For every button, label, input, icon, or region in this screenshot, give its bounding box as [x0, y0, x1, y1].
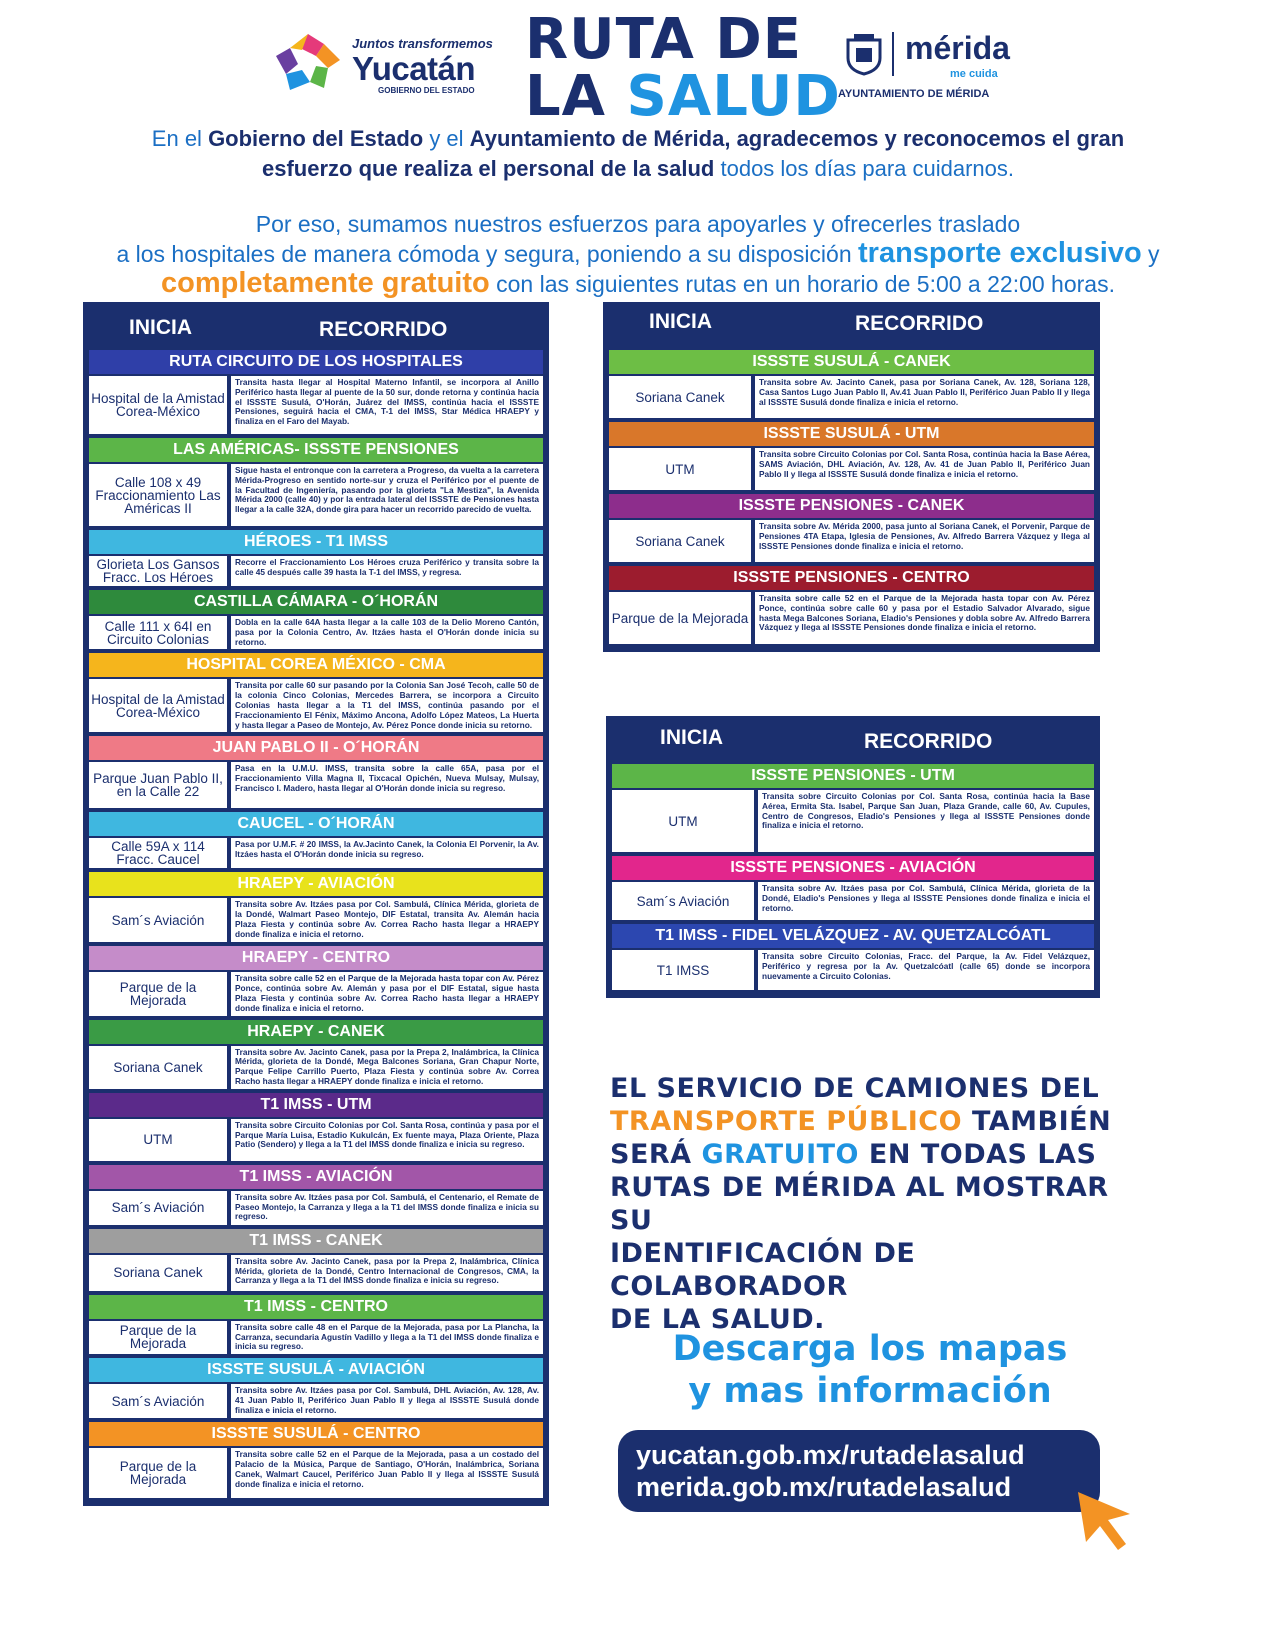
cursor-arrow-icon	[1074, 1488, 1138, 1558]
route-title: ISSSTE SUSULÁ - CENTRO	[89, 1422, 543, 1446]
route-row	[89, 530, 543, 586]
route-title: T1 IMSS - CENTRO	[89, 1295, 543, 1319]
routes-table-issste-pensiones	[606, 716, 1100, 998]
route-title: T1 IMSS - FIDEL VELÁZQUEZ - AV. QUETZALCÓATL	[612, 924, 1094, 948]
intro-paragraph: En el Gobierno del Estado y el Ayuntamiento de Mérida, agradecemos y reconocemos el gran esfuerzo que realiza el personal de la salud todos los días para cuidarnos.	[151, 126, 1125, 181]
column-recorrido: RECORRIDO	[864, 730, 993, 753]
route-body	[89, 464, 543, 526]
route-description: Transita sobre Circuito Colonias por Col. Santa Rosa, continúa hacia la Base Aérea, SAMS Aviación, DHL Aviación, Av. 128, Av. 41 de Juan Pablo II, Periférico Juan Pablo II y llega al ISSSTE Susulá donde finaliza e inicia el retorno.	[751, 448, 1094, 490]
route-title: ISSSTE PENSIONES - UTM	[612, 764, 1094, 788]
route-body	[89, 616, 543, 649]
route-start: Sam´s Aviación	[111, 1200, 205, 1216]
route-description: Transita sobre Av. Jacinto Canek, pasa por Soriana Canek, Av. 128, Soriana 128, Casa Santos Lugo Juan Pablo II, Av.41 Juan Pablo II, Periférico Juan Pablo II y llega al ISSSTE Susulá donde finaliza e inicia el retorno.	[751, 376, 1094, 418]
route-row	[612, 764, 1094, 852]
column-inicia: INICIA	[649, 310, 712, 333]
route-title: ISSSTE PENSIONES - CENTRO	[609, 566, 1094, 590]
route-title: JUAN PABLO II - O´HORÁN	[89, 736, 543, 760]
route-row	[612, 856, 1094, 920]
column-recorrido: RECORRIDO	[319, 318, 448, 341]
free-transport-message: EL SERVICIO DE CAMIONES DEL TRANSPORTE PÚBLICO TAMBIÉN SERÁ GRATUITO EN TODAS LAS RUTAS DE MÉRIDA AL MOSTRAR SU IDENTIFICACIÓN DE COLABORADOR DE LA SALUD.	[610, 1073, 1112, 1335]
yucatan-name: Yucatán	[352, 50, 476, 87]
route-title: HÉROES - T1 IMSS	[89, 530, 543, 554]
route-title: CAUCEL - O´HORÁN	[89, 812, 543, 836]
route-body	[89, 972, 543, 1015]
route-row	[609, 566, 1094, 644]
route-row	[609, 350, 1094, 418]
routes-table-issste-susula	[603, 302, 1100, 652]
route-body	[609, 592, 1094, 644]
route-start: Hospital de la Amistad Corea-México	[91, 391, 225, 419]
route-body	[89, 679, 543, 732]
route-description: Transita sobre calle 52 en el Parque de la Mejorada, pasa a un costado del Palacio de la Música, Parque de Santiago, O'Horán, Inalámbrica, Soriana Canek, Walmart Caucel, Periférico Juan Pablo II y llega al ISSSTE Susulá donde finaliza e inicia el retorno.	[227, 1448, 543, 1498]
route-start: Parque de la Mejorada	[119, 979, 197, 1008]
route-title: ISSSTE PENSIONES - AVIACIÓN	[612, 856, 1094, 880]
route-description: Pasa por U.M.F. # 20 IMSS, la Av.Jacinto Canek, la Colonia El Porvenir, la Av. Itzáes hasta el O'Horán donde inicia su regreso.	[227, 838, 543, 868]
logo-divider	[892, 32, 894, 76]
column-recorrido: RECORRIDO	[855, 312, 984, 335]
route-title: HRAEPY - CENTRO	[89, 946, 543, 970]
route-description: Transita sobre Av. Itzáes pasa por Col. Sambulá, Clínica Mérida, glorieta de la Dondé, Eladio's Pensiones y llega al ISSSTE Pensiones donde finaliza e inicia el retorno.	[754, 882, 1094, 920]
route-description: Transita sobre calle 48 en el Parque de la Mejorada, pasa por La Plancha, la Carranza, secundaria Agustín Vadillo y llega a la T1 del IMSS donde finaliza e inicia su regreso.	[227, 1321, 543, 1354]
route-title: CASTILLA CÁMARA - O´HORÁN	[89, 590, 543, 614]
route-title: RUTA CIRCUITO DE LOS HOSPITALES	[89, 350, 543, 374]
route-body	[612, 790, 1094, 852]
route-description: Transita sobre Av. Itzáes pasa por Col. Sambulá, el Centenario, el Remate de Paseo Montejo, la Carranza y llega a la T1 del IMSS donde finaliza e inicia su regreso.	[227, 1191, 543, 1225]
route-start: Parque de la Mejorada	[611, 610, 749, 626]
title-line-2: LA SALUD	[525, 64, 841, 129]
route-title: ISSSTE SUSULÁ - CANEK	[609, 350, 1094, 374]
route-title: LAS AMÉRICAS- ISSSTE PENSIONES	[89, 438, 543, 462]
route-body	[89, 762, 543, 808]
route-row	[609, 422, 1094, 490]
route-title: HOSPITAL COREA MÉXICO - CMA	[89, 653, 543, 677]
route-list	[612, 764, 1094, 990]
route-row	[89, 1165, 543, 1225]
route-start: Calle 111 x 64I en Circuito Colonias	[104, 618, 212, 647]
route-title: T1 IMSS - UTM	[89, 1093, 543, 1117]
table-header	[89, 308, 543, 346]
route-description: Transita sobre Av. Itzáes pasa por Col. Sambulá, DHL Aviación, Av. 128, Av. 41 Juan Pablo II, Periférico Juan Pablo II y llega al ISSSTE Susulá donde finaliza e inicia el retorno.	[227, 1384, 543, 1418]
route-body	[612, 882, 1094, 920]
route-row	[89, 1358, 543, 1418]
route-row	[89, 736, 543, 808]
route-list	[609, 350, 1094, 644]
route-row	[89, 590, 543, 649]
route-start: UTM	[665, 461, 695, 477]
route-description: Dobla en la calle 64A hasta llegar a la calle 103 de la Delio Moreno Cantón, pasa por la Colonia Centro, Av. Itzáes hasta el O'Horán donde inicia su retorno.	[227, 616, 543, 649]
route-start: Sam´s Aviación	[636, 893, 730, 909]
route-start: Parque de la Mejorada	[119, 1459, 197, 1488]
route-row	[89, 438, 543, 526]
route-title: ISSSTE SUSULÁ - UTM	[609, 422, 1094, 446]
route-body	[609, 448, 1094, 490]
route-description: Transita sobre Circuito Colonias por Col. Santa Rosa, continúa y pasa por el Parque María Luisa, Estadio Kukulcán, Ex fuente maya, Plaza Oriente, Plaza Patio (Sendero) y llega a la T1 del IMSS donde finaliza e inicia su regreso.	[227, 1119, 543, 1161]
route-body	[612, 950, 1094, 990]
route-row	[89, 1295, 543, 1354]
column-inicia: INICIA	[660, 726, 723, 749]
column-inicia: INICIA	[129, 316, 192, 339]
merida-url-link[interactable]: merida.gob.mx/rutadelasalud	[636, 1472, 1012, 1502]
route-row	[89, 1422, 543, 1498]
route-description: Transita sobre Av. Itzáes pasa por Col. Sambulá, Clínica Mérida, glorieta de la Dondé, Walmart Paseo Montejo, DIF Estatal, transita Av. Alemán hacia Plaza Fiesta y continúa sobre Av. Correa Racho hasta llegar a HRAEPY donde finaliza e inicia el retorno.	[227, 898, 543, 942]
route-description: Transita sobre Circuito Colonias, Fracc. del Parque, la Av. Fidel Velázquez, Periférico y regresa por la Av. Quetzalcóatl (calle 65) donde se incorpora nuevamente a Circuito Colonias.	[754, 950, 1094, 990]
yucatan-logo	[272, 28, 502, 98]
route-body	[89, 376, 543, 434]
route-row	[89, 872, 543, 942]
route-list	[89, 350, 543, 1498]
route-description: Transita por calle 60 sur pasando por la Colonia San José Tecoh, calle 50 de la colonia Cinco Colonias, Mercedes Barrera, se incorpora a Circuito Colonias hasta llegar a la T1 del IMSS, continúa pasando por el Fraccionamiento El Fénix, Máximo Ancona, Adolfo López Mateos, La Huerta y hasta llegar a Paseo de Montejo, Av. Pérez Ponce donde inicia su retorno.	[227, 679, 543, 732]
route-start: Sam´s Aviación	[111, 1393, 205, 1409]
merida-word: mérida	[905, 30, 1010, 66]
yucatan-emblem-icon	[272, 30, 344, 94]
route-body	[609, 376, 1094, 418]
merida-crest-icon	[844, 32, 884, 76]
route-row	[89, 653, 543, 732]
route-row	[89, 350, 543, 434]
route-row	[609, 494, 1094, 562]
urls-box	[618, 1430, 1100, 1512]
merida-cuida: me cuida	[950, 68, 998, 80]
route-start: Calle 59A x 114 Fracc. Caucel	[111, 839, 205, 868]
route-body	[89, 1321, 543, 1354]
route-row	[89, 1093, 543, 1161]
yucatan-url-link[interactable]: yucatan.gob.mx/rutadelasalud	[636, 1440, 1025, 1470]
route-start: Glorieta Los Gansos Fracc. Los Héroes	[96, 557, 220, 585]
route-start: Parque Juan Pablo II, en la Calle 22	[93, 771, 223, 800]
download-heading: Descarga los mapas y mas información	[672, 1329, 1068, 1411]
route-description: Transita sobre calle 52 en el Parque de la Mejorada hasta topar con Av. Pérez Ponce, continúa sobre calle 60 y pasa por el Estadio Salvador Alvarado, sigue hasta Mega Balcones Soriana, Eladio's Pensiones y dobla sobre Av. Alfredo Barrera Vázquez y llega al ISSSTE Pensiones donde finaliza e inicia el retorno.	[751, 592, 1094, 644]
merida-logo	[838, 30, 1008, 100]
route-body	[89, 1119, 543, 1161]
route-description: Transita sobre Circuito Colonias por Col. Santa Rosa, continúa hacia la Base Aérea, Ermita Sta. Isabel, Parque San Juan, Plaza Grande, calle 60, Av. Cupules, Centro de Congresos, Eladio's Pensiones y llega al ISSSTE Pensiones donde finaliza e inicia el retorno.	[754, 790, 1094, 852]
route-body	[89, 1255, 543, 1291]
route-description: Transita sobre Av. Jacinto Canek, pasa por la Prepa 2, Inalámbrica, la Clínica Mérida, glorieta de la Dondé, Mega Balcones Soriana, Gran Chapur Norte, Parque Felipe Carrillo Puerto, Plaza Fiesta y continúa sobre Av. Correa Racho hasta llegar a HRAEPY donde finaliza e inicia el retorno.	[227, 1046, 543, 1089]
route-title: T1 IMSS - CANEK	[89, 1229, 543, 1253]
route-body	[89, 1191, 543, 1225]
route-description: Pasa en la U.M.U. IMSS, transita sobre la calle 65A, pasa por el Fraccionamiento Villa Magna II, Tixcacal Opichén, Nueva Mulsay, Mulsay, Francisco I. Madero, hasta llegar al O'Horán donde inicia su regreso.	[227, 762, 543, 808]
route-description: Transita sobre calle 52 en el Parque de la Mejorada hasta topar con Av. Pérez Ponce, continúa sobre Av. Alemán y pasa por el DIF Estatal, sigue hasta Plaza Fiesta y continúa sobre Av. Correa Racho hasta llegar a HRAEPY donde finaliza e inicia el retorno.	[227, 972, 543, 1015]
route-body	[89, 898, 543, 942]
route-title: HRAEPY - AVIACIÓN	[89, 872, 543, 896]
table-header	[609, 308, 1094, 346]
route-body	[89, 1448, 543, 1498]
route-start: Soriana Canek	[113, 1059, 203, 1075]
yucatan-tagline: Juntos transformemos	[352, 36, 493, 51]
page-title	[525, 7, 841, 129]
routes-table-main	[83, 302, 549, 1506]
route-start: Calle 108 x 49 Fraccionamiento Las Américas II	[95, 474, 221, 516]
route-description: Recorre el Fraccionamiento Los Héroes cruza Periférico y transita sobre la calle 45 después calle 39 hasta la T-1 del IMSS, y regresa.	[227, 556, 543, 586]
route-title: HRAEPY - CANEK	[89, 1020, 543, 1044]
route-title: ISSSTE SUSULÁ - AVIACIÓN	[89, 1358, 543, 1382]
route-start: Soriana Canek	[113, 1265, 203, 1281]
service-paragraph: Por eso, sumamos nuestros esfuerzos para apoyarles y ofrecerles traslado a los hospitales de manera cómoda y segura, poniendo a su disposición transporte exclusivo y completamente gratuito con las siguientes rutas en un horario de 5:00 a 22:00 horas.	[116, 211, 1160, 299]
route-start: Parque de la Mejorada	[119, 1323, 197, 1352]
route-body	[609, 520, 1094, 562]
route-row	[89, 812, 543, 868]
route-title: ISSSTE PENSIONES - CANEK	[609, 494, 1094, 518]
route-start: UTM	[668, 813, 698, 829]
route-body	[89, 556, 543, 586]
route-row	[89, 1020, 543, 1089]
route-description: Transita hasta llegar al Hospital Materno Infantil, se incorpora al Anillo Periférico hasta llegar al puente de la 50 sur, donde retorna y continúa hacia el ISSSTE Susulá, O'Horán, Juárez del IMSS, continúa hacia el ISSSTE Pensiones, seguirá hacia el CMA, T-1 del IMSS, Star Médica HRAEPY y finaliza en el Faro del Mayab.	[227, 376, 543, 434]
route-description: Sigue hasta el entronque con la carretera a Progreso, da vuelta a la carretera Mérida-Progreso en sentido norte-sur y cruza el Periférico por el puente de la Facultad de Ingeniería, pasando por la glorieta "La Mestiza", la Avenida Mérida 2000 (calle 40) y por la entrada lateral del ISSSTE de Pensiones hasta llegar a la calle 32A, donde gira para hacer un recorrido parecido de vuelta.	[227, 464, 543, 526]
table-header	[612, 722, 1094, 760]
route-body	[89, 1384, 543, 1418]
route-body	[89, 838, 543, 868]
route-body	[89, 1046, 543, 1089]
route-start: Soriana Canek	[635, 533, 725, 549]
route-row	[89, 1229, 543, 1291]
route-title: T1 IMSS - AVIACIÓN	[89, 1165, 543, 1189]
ayuntamiento-label: AYUNTAMIENTO DE MÉRIDA	[838, 88, 990, 100]
route-row	[89, 946, 543, 1015]
route-start: Soriana Canek	[635, 389, 725, 405]
title-line-1: RUTA DE	[525, 7, 803, 72]
route-description: Transita sobre Av. Mérida 2000, pasa junto al Soriana Canek, el Porvenir, Parque de Pensiones 4TA Etapa, Iglesia de Pensiones, Av. Alfredo Barrera Vázquez y llega al ISSSTE Pensiones donde finaliza e inicia el retorno.	[751, 520, 1094, 562]
route-row	[612, 924, 1094, 990]
route-start: Sam´s Aviación	[111, 912, 205, 928]
route-start: Hospital de la Amistad Corea-México	[91, 691, 225, 720]
route-start: T1 IMSS	[656, 962, 710, 978]
yucatan-subtitle: GOBIERNO DEL ESTADO	[378, 86, 475, 95]
route-start: UTM	[143, 1132, 173, 1148]
route-description: Transita sobre Av. Jacinto Canek, pasa por la Prepa 2, Inalámbrica, Clínica Mérida, glorieta de la Dondé, Centro Internacional de Congresos, CMA, la Carranza y llega a la T1 del IMSS donde finaliza e inicia su regreso.	[227, 1255, 543, 1291]
